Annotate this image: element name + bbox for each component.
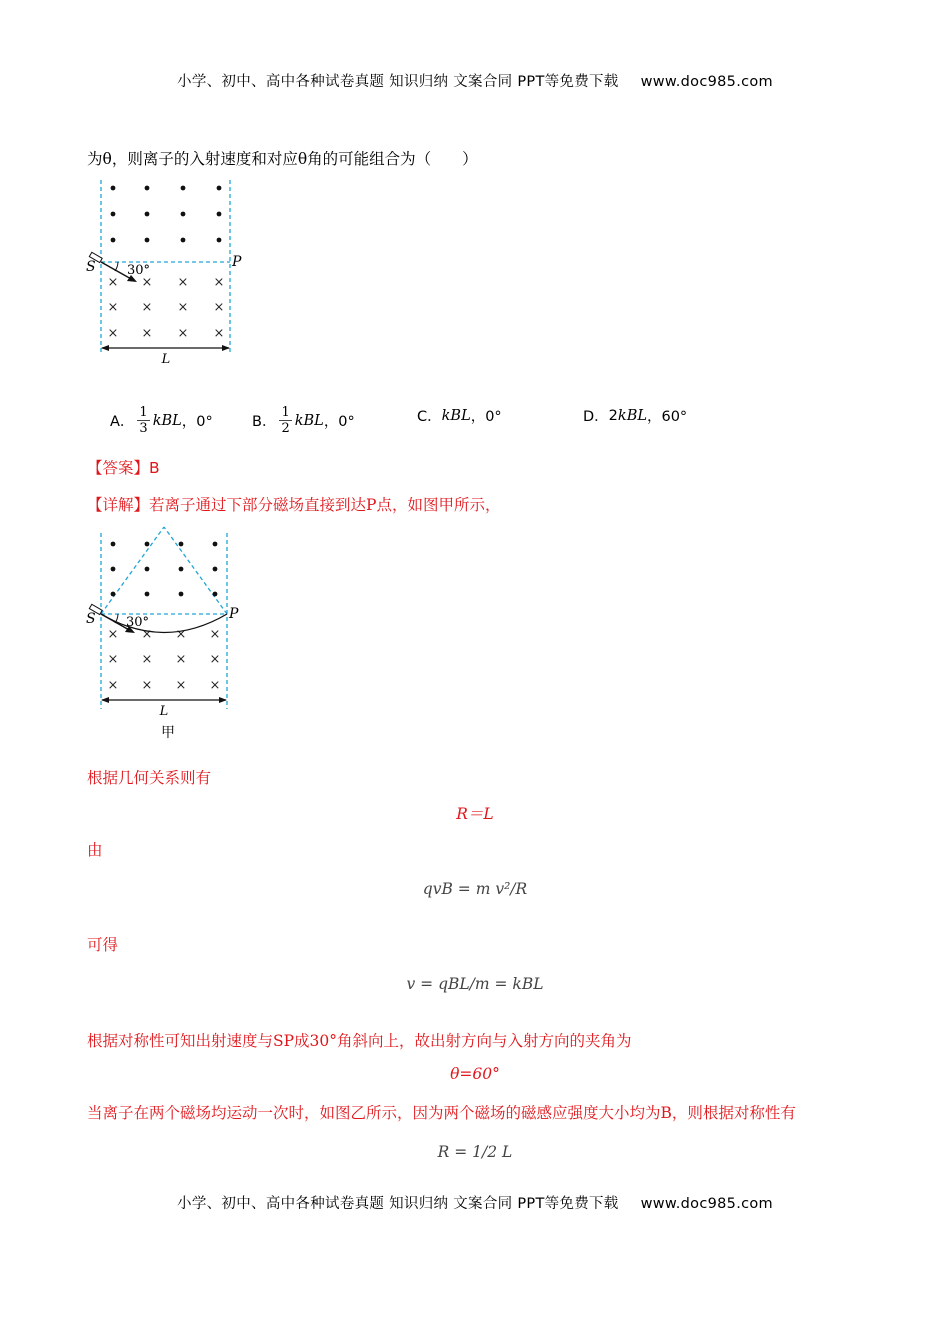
fig1-label-l: L (161, 352, 171, 367)
option-b-fraction (279, 405, 291, 436)
option-c-letter: C． (417, 409, 442, 425)
svg-text:×: × (107, 678, 119, 693)
eq-force (0, 880, 950, 898)
page-footer (0, 1192, 950, 1213)
text-symmetry: 根据对称性可知出射速度与SP成30°角斜向上，故出射方向与入射方向的夹角为 (87, 1032, 632, 1050)
svg-text:×: × (209, 678, 221, 693)
option-a-den: 3 (139, 421, 148, 436)
header-text: 小学、初中、高中各种试卷真题 知识归纳 文案合同 PPT等免费下载 (177, 74, 619, 90)
option-b-num: 1 (281, 405, 290, 420)
svg-text:×: × (175, 627, 187, 642)
svg-text:×: × (177, 275, 189, 290)
eq-force-text: qvB = m v²/R (422, 880, 528, 898)
footer-text: 小学、初中、高中各种试卷真题 知识归纳 文案合同 PPT等免费下载 (177, 1196, 619, 1212)
text-both: 当离子在两个磁场均运动一次时，如图乙所示，因为两个磁场的磁感应强度大小均为B，则根据对称性有 (87, 1104, 796, 1122)
svg-text:×: × (141, 678, 153, 693)
svg-text:×: × (177, 326, 189, 341)
option-d[interactable] (583, 405, 687, 426)
svg-text:×: × (209, 627, 221, 642)
text-you: 由 (87, 841, 103, 859)
fig2-label-p: P (229, 606, 239, 622)
svg-text:×: × (141, 652, 153, 667)
svg-text:×: × (213, 275, 225, 290)
option-d-coef: 2 (608, 407, 618, 424)
page-header (0, 70, 950, 91)
answer-line (87, 456, 160, 478)
svg-text:×: × (213, 300, 225, 315)
option-a-num: 1 (139, 405, 148, 420)
figure-2 (80, 523, 260, 745)
header-site[interactable]: www.doc985.com (640, 74, 773, 90)
option-a-expr: kBL (152, 412, 182, 429)
svg-text:×: × (107, 326, 119, 341)
detail-line (87, 493, 500, 515)
option-d-angle: ，60° (646, 409, 688, 425)
answer-label: 【答案】 (87, 459, 150, 477)
fig1-label-s: S (86, 259, 96, 275)
fig1-angle: 30° (127, 263, 151, 278)
eq-r (0, 802, 950, 824)
option-c-angle: ，0° (470, 409, 502, 425)
svg-text:×: × (107, 627, 119, 642)
fig2-caption: 甲 (161, 725, 175, 741)
svg-text:×: × (107, 275, 119, 290)
option-a-letter: A． (110, 414, 135, 430)
option-c-expr: kBL (441, 407, 471, 424)
eq-v (0, 975, 950, 993)
svg-text:×: × (175, 678, 187, 693)
svg-text:×: × (107, 652, 119, 667)
svg-text:×: × (141, 326, 153, 341)
option-b-expr: kBL (294, 412, 324, 429)
footer-site[interactable]: www.doc985.com (640, 1196, 773, 1212)
eq-r2-text: R = 1/2 L (437, 1143, 513, 1161)
option-b-den: 2 (281, 421, 290, 436)
detail-text: 若离子通过下部分磁场直接到达P点，如图甲所示， (149, 496, 501, 514)
svg-text:×: × (141, 275, 153, 290)
answer-value: B (149, 459, 160, 477)
fig2-label-s: S (86, 611, 96, 627)
text-geometry: 根据几何关系则有 (87, 769, 212, 787)
question-stem: 为θ，则离子的入射速度和对应θ角的可能组合为（ ） (87, 150, 478, 168)
eq-v-text: v = qBL/m = kBL (406, 975, 544, 993)
figure-1 (80, 175, 260, 370)
option-a-angle: ，0° (181, 414, 213, 430)
svg-text:×: × (107, 300, 119, 315)
svg-text:×: × (177, 300, 189, 315)
option-a[interactable] (110, 405, 213, 436)
eq-theta-text: θ=60° (450, 1065, 500, 1083)
svg-text:×: × (213, 326, 225, 341)
option-b[interactable] (252, 405, 355, 436)
svg-text:×: × (175, 652, 187, 667)
option-a-fraction (137, 405, 149, 436)
option-d-expr: kBL (617, 407, 647, 424)
fig2-angle: 30° (126, 615, 150, 630)
svg-text:×: × (141, 300, 153, 315)
svg-text:×: × (141, 627, 153, 642)
fig1-label-p: P (232, 254, 242, 270)
text-kede: 可得 (87, 936, 119, 954)
option-b-angle: ，0° (323, 414, 355, 430)
svg-text:×: × (209, 652, 221, 667)
eq-r2 (0, 1143, 950, 1161)
option-b-letter: B． (252, 414, 277, 430)
fig2-label-l: L (159, 704, 169, 719)
eq-theta (0, 1065, 950, 1083)
detail-label: 【详解】 (87, 496, 150, 514)
eq-r-text: R＝L (456, 805, 494, 823)
option-c[interactable] (417, 405, 502, 426)
option-d-letter: D． (583, 409, 609, 425)
